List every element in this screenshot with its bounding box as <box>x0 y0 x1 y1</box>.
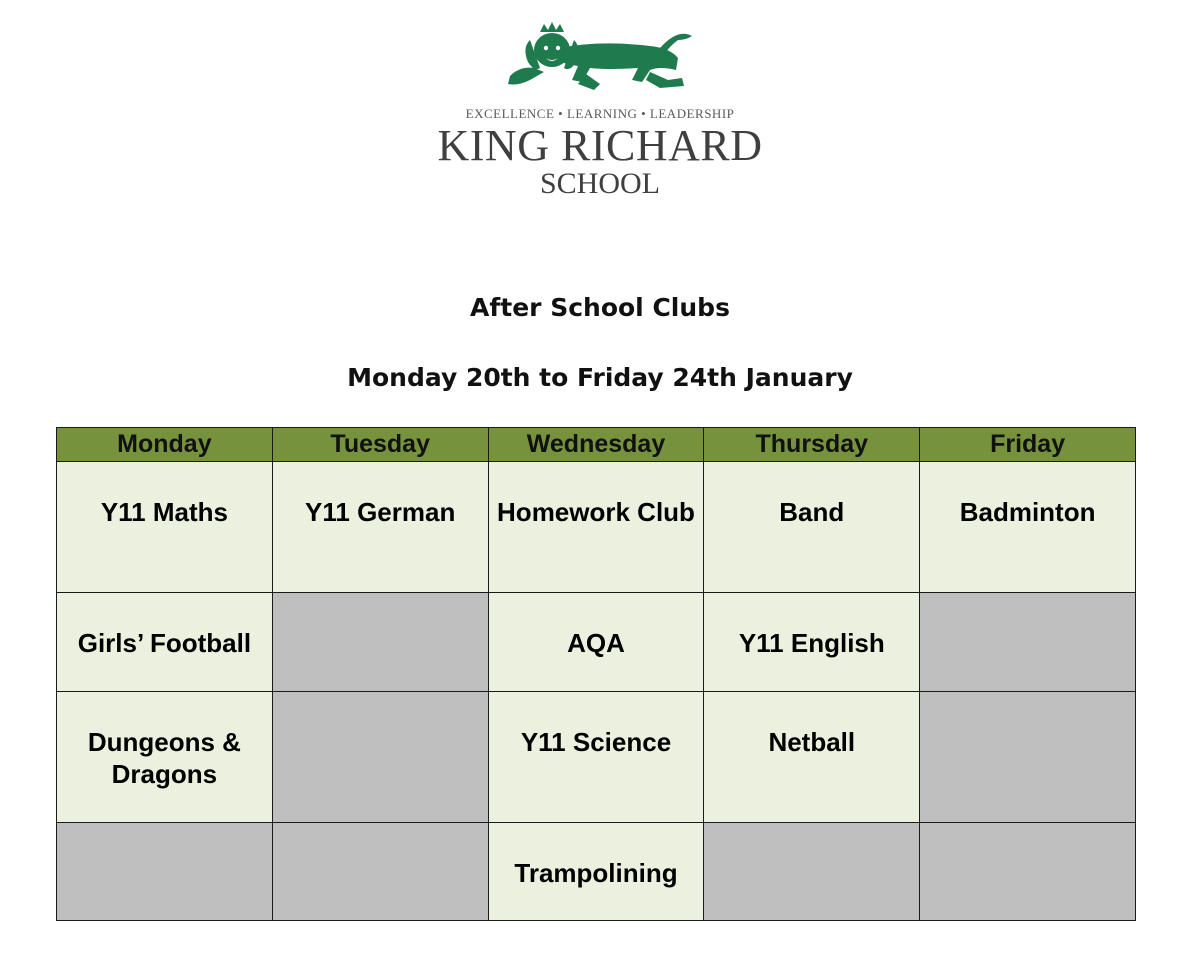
club-cell: Homework Club <box>488 462 704 593</box>
lion-crest-icon <box>500 18 700 96</box>
club-cell: Band <box>704 462 920 593</box>
school-logo <box>0 18 1200 200</box>
empty-cell <box>57 823 273 921</box>
table-row <box>57 462 1136 593</box>
club-cell: Trampolining <box>488 823 704 921</box>
empty-cell <box>920 823 1136 921</box>
school-name-sub: SCHOOL <box>539 167 660 200</box>
school-name: KING RICHARD <box>437 121 763 170</box>
club-cell: Netball <box>704 692 920 823</box>
page-title: After School Clubs <box>470 293 730 322</box>
empty-cell <box>920 593 1136 692</box>
table-row <box>57 692 1136 823</box>
club-cell: Y11 Maths <box>57 462 273 593</box>
school-tagline: EXCELLENCE • LEARNING • LEADERSHIP <box>465 106 735 121</box>
clubs-timetable <box>56 427 1136 921</box>
club-cell: AQA <box>488 593 704 692</box>
club-cell: Dungeons & Dragons <box>57 692 273 823</box>
empty-cell <box>272 692 488 823</box>
table-row <box>57 593 1136 692</box>
club-cell: Y11 English <box>704 593 920 692</box>
club-cell: Girls’ Football <box>57 593 273 692</box>
date-range: Monday 20th to Friday 24th January <box>347 363 853 392</box>
club-cell: Y11 German <box>272 462 488 593</box>
day-header: Wednesday <box>488 428 704 462</box>
empty-cell <box>272 593 488 692</box>
empty-cell <box>272 823 488 921</box>
empty-cell <box>920 692 1136 823</box>
club-cell: Y11 Science <box>488 692 704 823</box>
day-header: Thursday <box>704 428 920 462</box>
day-header: Friday <box>920 428 1136 462</box>
day-header: Tuesday <box>272 428 488 462</box>
table-row <box>57 823 1136 921</box>
day-header: Monday <box>57 428 273 462</box>
empty-cell <box>704 823 920 921</box>
day-header-row <box>57 428 1136 462</box>
club-cell: Badminton <box>920 462 1136 593</box>
